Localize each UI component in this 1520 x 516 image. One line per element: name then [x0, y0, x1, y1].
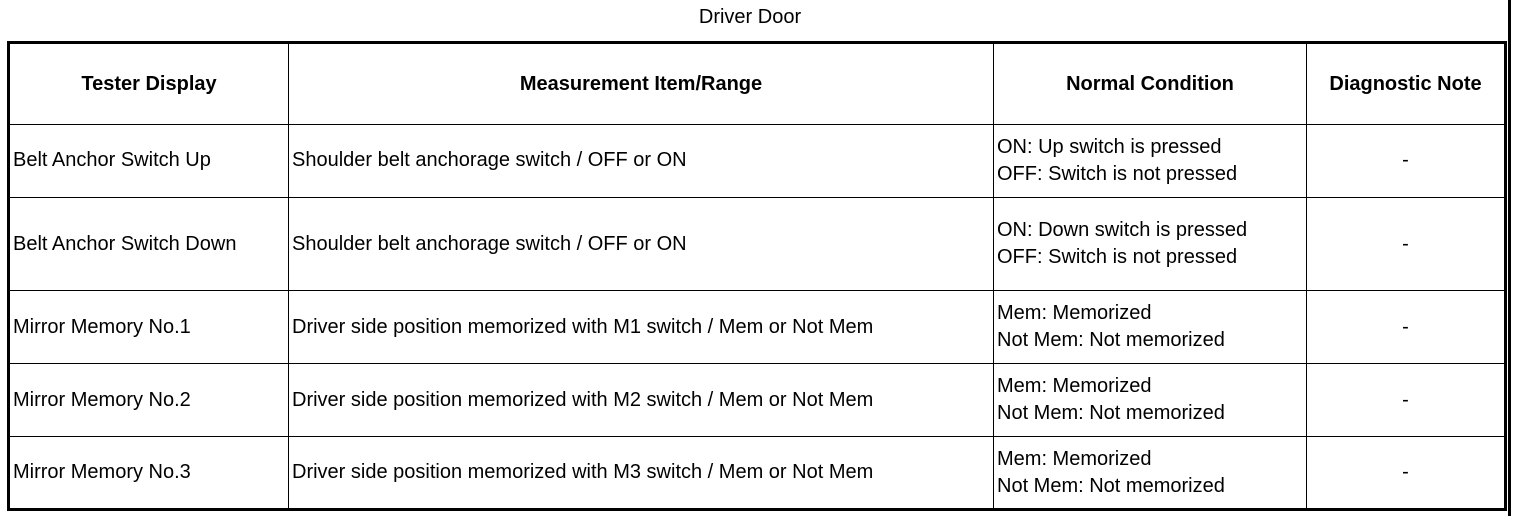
cell-tester-display: Belt Anchor Switch Up [9, 125, 289, 198]
data-list-table [7, 41, 1507, 511]
cell-tester-display: Belt Anchor Switch Down [9, 197, 289, 290]
normal-condition-line: Not Mem: Not memorized [997, 474, 1225, 497]
table-row [9, 197, 1506, 290]
normal-condition-line: Mem: Memorized [997, 447, 1152, 470]
table-header-row [9, 43, 1506, 125]
normal-condition-line: ON: Up switch is pressed [997, 135, 1222, 158]
header-tester-display: Tester Display [9, 43, 289, 125]
normal-condition-line: Not Mem: Not memorized [997, 402, 1225, 425]
cell-tester-display: Mirror Memory No.1 [9, 291, 289, 364]
table-row [9, 364, 1506, 437]
cell-measurement: Shoulder belt anchorage switch / OFF or ON [289, 125, 994, 198]
cell-measurement: Driver side position memorized with M2 switch / Mem or Not Mem [289, 364, 994, 437]
normal-condition-line: OFF: Switch is not pressed [997, 246, 1238, 269]
cell-normal-condition [994, 437, 1307, 510]
cell-tester-display: Mirror Memory No.2 [9, 364, 289, 437]
cell-normal-condition [994, 291, 1307, 364]
cell-diagnostic-note: - [1307, 291, 1506, 364]
cell-normal-condition [994, 364, 1307, 437]
normal-condition-line: Mem: Memorized [997, 302, 1152, 325]
table-row [9, 291, 1506, 364]
table-row [9, 125, 1506, 198]
header-normal-condition: Normal Condition [994, 43, 1307, 125]
cell-normal-condition [994, 197, 1307, 290]
header-measurement-item: Measurement Item/Range [289, 43, 994, 125]
cell-measurement: Driver side position memorized with M3 switch / Mem or Not Mem [289, 437, 994, 510]
cell-measurement: Shoulder belt anchorage switch / OFF or ON [289, 197, 994, 290]
cell-measurement: Driver side position memorized with M1 switch / Mem or Not Mem [289, 291, 994, 364]
normal-condition-line: ON: Down switch is pressed [997, 219, 1248, 242]
page-edge-rule [1508, 0, 1511, 516]
cell-diagnostic-note: - [1307, 197, 1506, 290]
normal-condition-line: OFF: Switch is not pressed [997, 162, 1238, 185]
cell-diagnostic-note: - [1307, 437, 1506, 510]
header-diagnostic-note: Diagnostic Note [1307, 43, 1506, 125]
cell-tester-display: Mirror Memory No.3 [9, 437, 289, 510]
cell-diagnostic-note: - [1307, 364, 1506, 437]
table-row [9, 437, 1506, 510]
normal-condition-line: Mem: Memorized [997, 375, 1152, 398]
normal-condition-line: Not Mem: Not memorized [997, 329, 1225, 352]
cell-diagnostic-note: - [1307, 125, 1506, 198]
cell-normal-condition [994, 125, 1307, 198]
document-title: Driver Door [698, 6, 802, 28]
